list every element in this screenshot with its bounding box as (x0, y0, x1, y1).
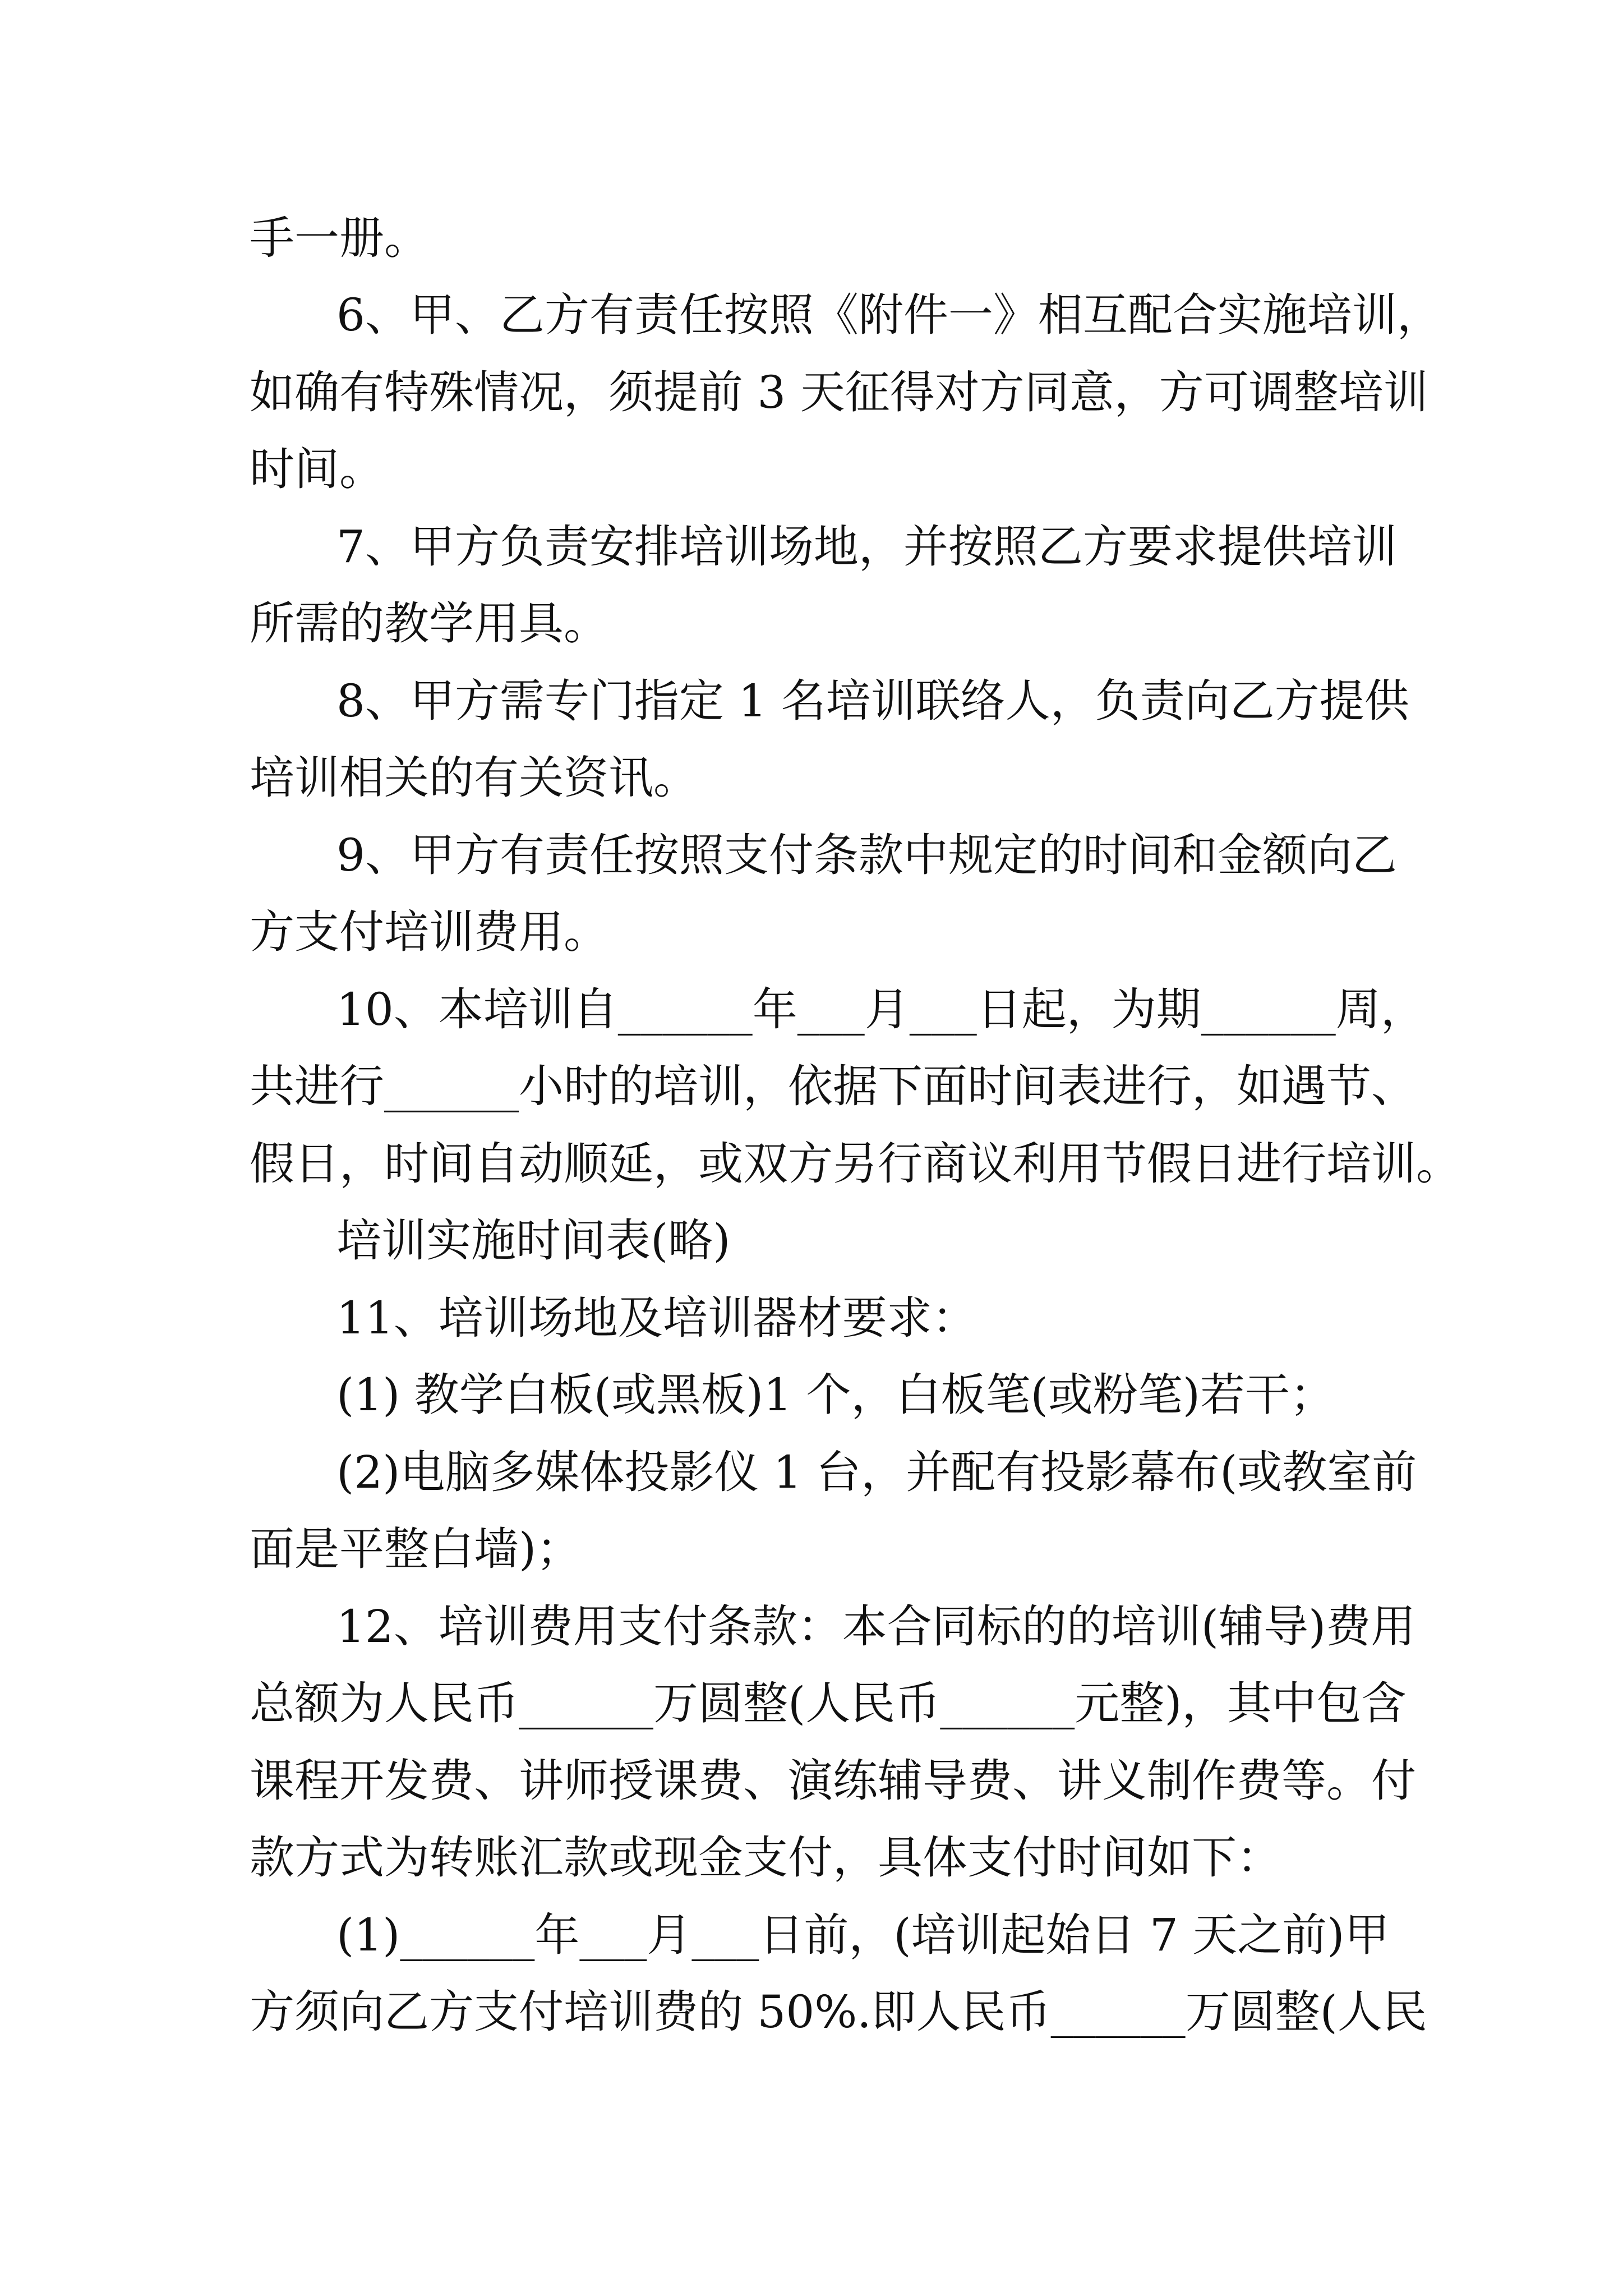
text-line: 方须向乙方支付培训费的 50%.即人民币______万圆整(人民 (250, 1986, 1427, 2038)
text-line: 课程开发费、讲师授课费、演练辅导费、讲义制作费等。付 (250, 1755, 1416, 1807)
text-line: 面是平整白墙)； (250, 1523, 582, 1575)
text-line: 7、甲方负责安排培训场地，并按照乙方要求提供培训 (336, 521, 1397, 573)
text-line: 11、培训场地及培训器材要求： (336, 1292, 977, 1344)
text-line: (1) 教学白板(或黑板)1 个，白板笔(或粉笔)若干； (336, 1369, 1335, 1421)
text-line: 总额为人民币______万圆整(人民币______元整)，其中包含 (250, 1677, 1407, 1729)
text-line: 如确有特殊情况，须提前 3 天征得对方同意，方可调整培训 (250, 366, 1428, 418)
text-line: 10、本培训自______年___月___日起，为期______周， (336, 983, 1426, 1036)
text-line: 培训相关的有关资讯。 (250, 752, 698, 804)
text-line: 12、培训费用支付条款：本合同标的的培训(辅导)费用 (336, 1600, 1416, 1653)
text-line: 8、甲方需专门指定 1 名培训联络人，负责向乙方提供 (336, 675, 1409, 727)
text-line: 手一册。 (250, 212, 429, 264)
text-line: 时间。 (250, 443, 384, 495)
text-line: 方支付培训费用。 (250, 906, 608, 958)
text-line: 9、甲方有责任按照支付条款中规定的时间和金额向乙 (336, 829, 1397, 881)
text-line: (2)电脑多媒体投影仪 1 台，并配有投影幕布(或教室前 (336, 1446, 1417, 1498)
text-line: 款方式为转账汇款或现金支付，具体支付时间如下： (250, 1832, 1281, 1884)
text-line: 所需的教学用具。 (250, 597, 608, 650)
text-line: 假日，时间自动顺延，或双方另行商议利用节假日进行培训。 (250, 1138, 1461, 1190)
text-line: 培训实施时间表(略) (336, 1214, 731, 1267)
text-line: 6、甲、乙方有责任按照《附件一》相互配合实施培训， (336, 289, 1442, 341)
text-line: 共进行______小时的培训，依据下面时间表进行，如遇节、 (250, 1060, 1416, 1112)
text-line: (1)______年___月___日前，(培训起始日 7 天之前)甲 (336, 1909, 1390, 1961)
